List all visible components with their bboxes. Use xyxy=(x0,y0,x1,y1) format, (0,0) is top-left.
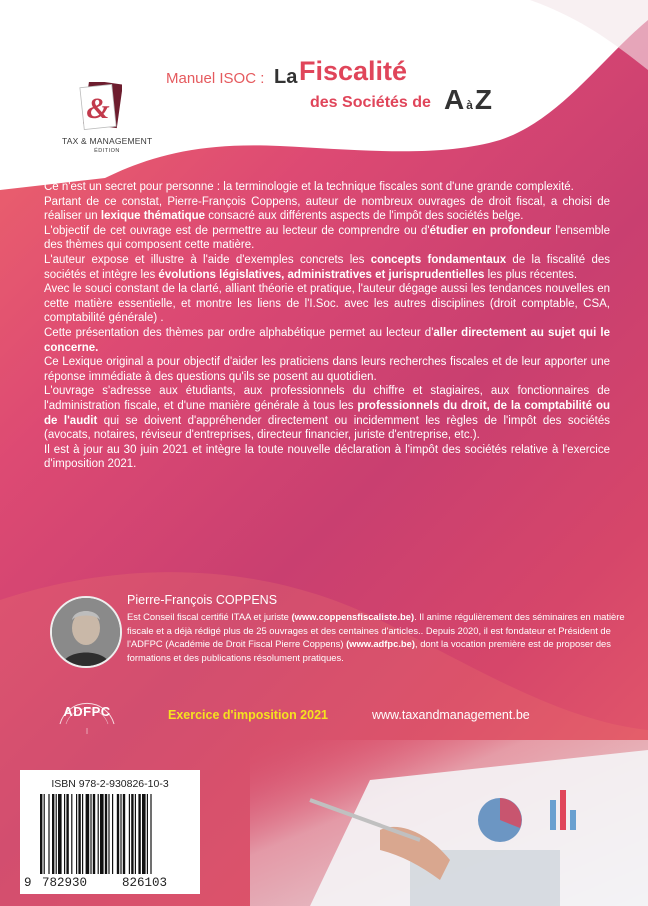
isbn-barcode-box: ISBN 978-2-930826-10-3 9 782930 826103 xyxy=(20,770,200,894)
barcode-bar xyxy=(142,794,146,874)
barcode xyxy=(34,794,194,876)
adfpc-label: ADFPC xyxy=(63,704,111,719)
paragraph: Cette présentation des thèmes par ordre alphabétique permet au lecteur d'aller directement au sujet qui le concerne. xyxy=(44,326,610,354)
book-title xyxy=(166,56,496,126)
barcode-bar xyxy=(78,794,80,874)
adfpc-logo xyxy=(52,684,122,738)
barcode-bar xyxy=(138,794,140,874)
title-a-to-z: AàZ xyxy=(444,84,493,115)
barcode-bar xyxy=(120,794,121,874)
series-label: Manuel ISOC : xyxy=(166,70,265,87)
barcode-bar xyxy=(52,794,54,874)
header xyxy=(0,0,648,175)
barcode-bar xyxy=(131,794,133,874)
barcode-bar xyxy=(66,794,68,874)
barcode-bar xyxy=(117,794,119,874)
author-name: Pierre-François COPPENS xyxy=(127,593,278,607)
publisher-website[interactable]: www.taxandmanagement.be xyxy=(372,708,530,722)
barcode-bar xyxy=(108,794,109,874)
barcode-bar xyxy=(64,794,65,874)
barcode-bar xyxy=(150,794,151,874)
barcode-bar xyxy=(56,794,57,874)
isbn-number: ISBN 978-2-930826-10-3 xyxy=(51,778,169,790)
paragraph: Ce n'est un secret pour personne : la terminologie et la technique fiscales sont d'une grande complexité. xyxy=(44,181,574,193)
barcode-bar xyxy=(93,794,95,874)
barcode-bar xyxy=(40,794,42,874)
paragraph: Ce Lexique original a pour objectif d'aider les praticiens dans leurs recherches fiscales et de leur apporter une réponse immédiate à des questions qu'ils se posent au quotidien. xyxy=(44,356,610,383)
tax-year-label: Exercice d'imposition 2021 xyxy=(168,708,328,722)
barcode-bar xyxy=(105,794,107,874)
office-photo xyxy=(250,740,648,906)
title-sub: des Sociétés de xyxy=(310,94,431,111)
barcode-bar xyxy=(58,794,62,874)
paragraph: Il est à jour au 30 juin 2021 et intègre la toute nouvelle déclaration à l'impôt des sociétés relative à l'exercice d'imposition 2021. xyxy=(44,443,610,471)
barcode-bar xyxy=(76,794,77,874)
barcode-bar xyxy=(44,794,45,874)
barcode-bar xyxy=(112,794,113,874)
barcode-bar xyxy=(129,794,130,874)
author-bio: Est Conseil fiscal certifié ITAA et juriste (www.coppensfiscaliste.be). Il anime régulièrement des séminaires en matière fiscale et a déjà rédigé plus de 25 ouvrages et des centaines d'articles.. Depuis 2020, il est fondateur et Président de l'ADFPC (Académie de Droit Fiscal Pierre Coppens) (www.adfpc.be), dont la vocation première est de proposer des formations et des publications résolument pratiques. xyxy=(127,611,625,663)
barcode-bar xyxy=(123,794,125,874)
barcode-bar xyxy=(48,794,49,874)
publisher-name: TAX & MANAGEMENT xyxy=(62,136,153,146)
barcode-bar xyxy=(82,794,83,874)
barcode-bar xyxy=(71,794,72,874)
svg-text:&: & xyxy=(86,92,110,125)
barcode-bar xyxy=(98,794,99,874)
barcode-bar xyxy=(100,794,104,874)
publisher-logo xyxy=(62,82,152,174)
publisher-subtitle: ÉDITION xyxy=(94,148,120,154)
title-main: Fiscalité xyxy=(299,56,408,86)
paragraph: L'auteur expose et illustre à l'aide d'exemples concrets les concepts fondamentaux de la fiscalité des sociétés et intègre les évolutions législatives, administratives et jurisprudentielles les plus récentes. xyxy=(44,253,610,281)
book-description xyxy=(44,180,610,472)
paragraph: L'objectif de cet ouvrage est de permettre au lecteur de comprendre ou d'étudier en profondeur l'ensemble des thèmes qui composent cette matière. xyxy=(44,224,610,252)
barcode-bar xyxy=(135,794,136,874)
title-article: La xyxy=(274,66,298,88)
paragraph: Partant de ce constat, Pierre-François Coppens, auteur de nombreux ouvrages de droit fiscal, a choisi de réaliser un lexique thématique consacré aux différents aspects de l'impôt des sociétés belge. xyxy=(44,195,610,223)
barcode-bar xyxy=(86,794,90,874)
barcode-bar xyxy=(147,794,148,874)
ampersand-logo-icon xyxy=(78,82,122,132)
paragraph: L'ouvrage s'adresse aux étudiants, aux professionnels du chiffre et stagiaires, aux fonctionnaires de l'administration fiscale, et d'une manière générale à tous les professionnels du droit, de la comptabilité ou de l'audit qui se doivent d'appréhender directement ou incidemment les règles de l'impôt des sociétés (avocats, notaires, réviseur d'entreprises, directeur financier, juriste d'entreprise, etc.). xyxy=(44,385,611,442)
author-photo xyxy=(50,596,122,668)
paragraph: Avec le souci constant de la clarté, alliant théorie et pratique, l'auteur dégage aussi les tendances nouvelles en cette matière essentielle, et montre les liens de l'I.Soc. avec les autres disciplines (droit comptable, CSA, comptabilité générale) . xyxy=(44,283,610,325)
barcode-bar xyxy=(90,794,91,874)
